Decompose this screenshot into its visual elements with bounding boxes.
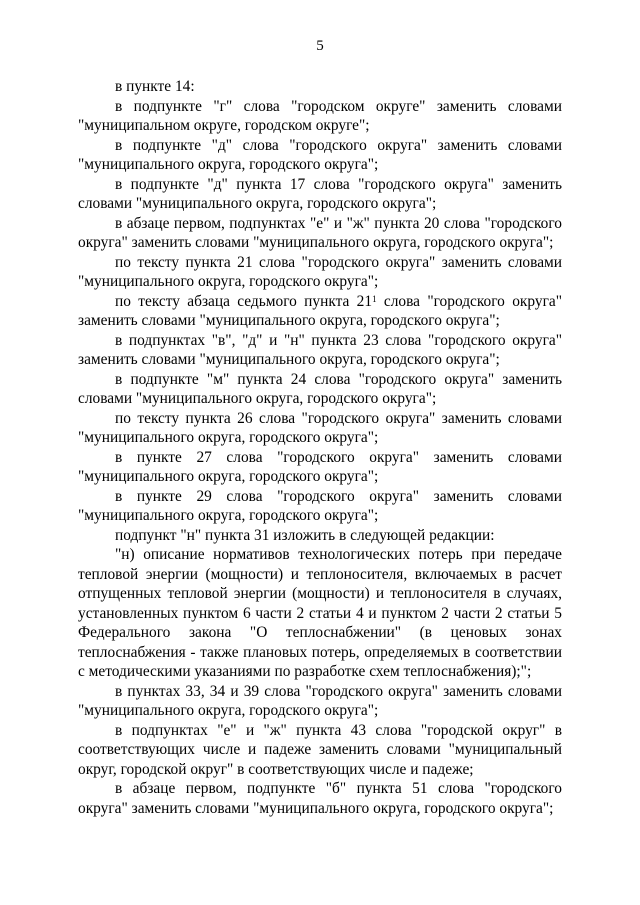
paragraph: в пункте 29 слова "городского округа" заменить словами "муниципального округа, городского округа"; [78, 487, 562, 524]
paragraph: в абзаце первом, подпункте "б" пункта 51 слова "городского округа" заменить словами "муниципального округа, городского округа"; [78, 780, 562, 817]
paragraph: по тексту пункта 26 слова "городского округа" заменить словами "муниципального округа, городского округа"; [78, 409, 562, 446]
paragraph: в подпунктах "е" и "ж" пункта 43 слова "городской округ" в соответствующих числе и падеже заменить словами "муниципальный округ, городской округ" в соответствующих числе и падеже; [78, 721, 562, 778]
document-body [78, 77, 562, 818]
paragraph: в подпункте "д" слова "городского округа" заменить словами "муниципального округа, городского округа"; [78, 136, 562, 173]
paragraph: в абзаце первом, подпунктах "е" и "ж" пункта 20 слова "городского округа" заменить словами "муниципального округа, городского округа"; [78, 214, 562, 251]
paragraph-with-superscript [78, 292, 562, 331]
paragraph-text: по тексту абзаца седьмого пункта 21 [115, 292, 373, 310]
paragraph: в пункте 14: [115, 78, 195, 95]
paragraph: подпункт "н" пункта 31 изложить в следующей редакции: [115, 526, 495, 544]
paragraph: в пунктах 33, 34 и 39 слова "городского округа" заменить словами "муниципального округа, городского округа"; [78, 682, 562, 719]
paragraph-text: слова "городского округа" заменить словами "муниципального округа, городского округа"; [78, 292, 562, 329]
paragraph: в подпункте "г" слова "городском округе" заменить словами "муниципальном округе, городском округе"; [78, 97, 562, 134]
paragraph: в подпункте "д" пункта 17 слова "городского округа" заменить словами "муниципального округа, городского округа"; [78, 175, 562, 212]
paragraph: в подпунктах "в", "д" и "н" пункта 23 слова "городского округа" заменить словами "муниципального округа, городского округа"; [78, 331, 562, 368]
superscript: 1 [372, 293, 377, 304]
paragraph: "н) описание нормативов технологических потерь при передаче тепловой энергии (мощности) и теплоносителя, включаемых в расчет отпущенных тепловой энергии (мощности) и теплоносителя в случаях, установленных пунктом 6 части 2 статьи 4 и пунктом 2 части 2 статьи 5 Федерального закона "О теплоснабжении" (в ценовых зонах теплоснабжения - также плановых потерь, определяемых в соответствии с методическими указаниями по разработке схем теплоснабжения);"; [78, 546, 562, 680]
paragraph: в подпункте "м" пункта 24 слова "городского округа" заменить словами "муниципального округа, городского округа"; [78, 370, 562, 407]
paragraph: по тексту пункта 21 слова "городского округа" заменить словами "муниципального округа, городского округа"; [78, 253, 562, 290]
paragraph: в пункте 27 слова "городского округа" заменить словами "муниципального округа, городского округа"; [78, 448, 562, 485]
page-number: 5 [316, 38, 324, 54]
